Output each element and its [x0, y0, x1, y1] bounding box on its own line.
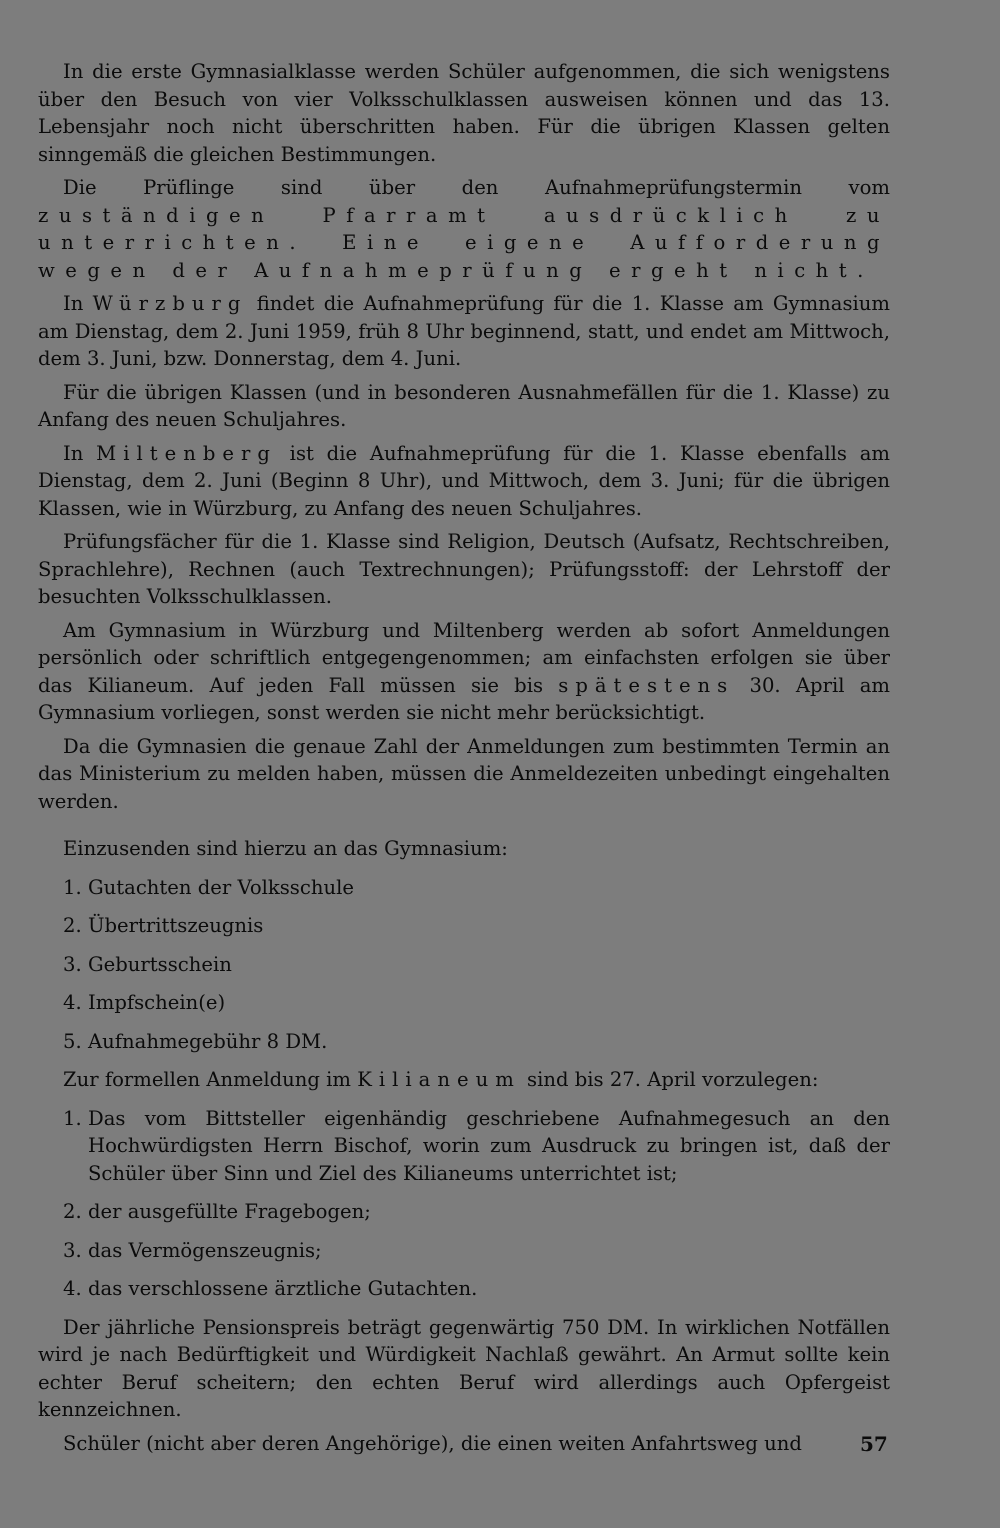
paragraph-notification [38, 174, 890, 284]
document-page [38, 58, 890, 1463]
paragraph-registration-text: Am Gymnasium in Würzburg und Miltenberg werden ab sofort Anmeldungen persönlich oder schriftlich entgegengenommen; am einfachsten erfolgen sie über das Kilianeum. Auf jeden Fall müssen sie bis [38, 618, 890, 697]
paragraph-registration [38, 617, 890, 727]
paragraph-wuerzburg-prefix: In [63, 292, 93, 315]
page-number: 57 [860, 1432, 888, 1456]
list-item-text: Übertrittszeugnis [88, 914, 264, 937]
list-item [38, 1198, 890, 1226]
list-item-text: Geburtsschein [88, 952, 232, 976]
list-item-text: Gutachten der Volksschule [88, 875, 354, 899]
paragraph-travel: Schüler (nicht aber deren Angehörige), die einen weiten Anfahrtsweg und [63, 1431, 802, 1455]
list-item-number: 1. [63, 875, 82, 899]
list-item-text: das verschlossene ärztliche Gutachten. [88, 1277, 478, 1300]
list-kilianeum-documents [38, 1105, 890, 1303]
paragraph-send-to-gymnasium: Einzusenden sind hierzu an das Gymnasium: [63, 837, 508, 860]
paragraph-wuerzburg-exam [38, 290, 890, 373]
list-item [38, 874, 890, 902]
list-item [38, 989, 890, 1017]
paragraph-registration-deadline: 30. April am Gymnasium vorliegen, sonst werden sie nicht mehr berücksichtigt. [38, 673, 890, 724]
paragraph-notification-emphasis: zuständigen Pfarramt ausdrücklich zu unterrichten. Eine eigene Aufforderung wegen der Aufnahmeprüfung ergeht nicht. [38, 203, 890, 282]
list-item-number: 4. [63, 991, 82, 1014]
list-item-number: 5. [63, 1029, 82, 1053]
paragraph-kilianeum-prefix: Zur formellen Anmeldung im [63, 1068, 358, 1091]
paragraph-other-classes: Für die übrigen Klassen (und in besonderen Ausnahmefällen für die 1. Klasse) zu Anfang des neuen Schuljahres. [38, 380, 890, 431]
list-item-number: 3. [63, 952, 82, 976]
list-item [38, 1275, 890, 1303]
list-item [38, 912, 890, 940]
paragraph-wuerzburg-text: findet die Aufnahmeprüfung für die 1. Klasse am Gymnasium am Dienstag, dem 2. Juni 1959, früh 8 Uhr beginnend, statt, und endet am Mittwoch, dem 3. Juni, bzw. Donnerstag, dem 4. Juni. [38, 292, 890, 370]
place-kilianeum: Kilianeum [357, 1068, 521, 1091]
list-item-text: der ausgefüllte Fragebogen; [88, 1200, 371, 1223]
paragraph-boarding-fee: Der jährliche Pensionspreis beträgt gegenwärtig 750 DM. In wirklichen Notfällen wird je nach Bedürftigkeit und Würdigkeit Nachlaß gewährt. An Armut sollte kein echter Beruf scheitern; den echten Beruf wird allerdings auch Opfergeist kennzeichnen. [38, 1315, 890, 1421]
list-item-text: Das vom Bittsteller eigenhändig geschriebene Aufnahmegesuch an den Hochwürdigsten Herrn Bischof, worin zum Ausdruck zu bringen ist, daß der Schüler über Sinn und Ziel des Kilianeums unterrichtet ist; [88, 1106, 890, 1185]
paragraph-miltenberg-exam [38, 440, 890, 523]
paragraph-miltenberg-text: ist die Aufnahmeprüfung für die 1. Klasse ebenfalls am Dienstag, dem 2. Juni (Beginn 8 Uhr), und Mittwoch, dem 3. Juni; für die übrigen Klassen, wie in Würzburg, zu Anfang des neuen Schuljahres. [38, 441, 890, 520]
list-item-number: 2. [63, 1200, 82, 1223]
list-item-number: 2. [63, 914, 82, 937]
list-item-number: 1. [63, 1106, 82, 1130]
paragraph-miltenberg-prefix: In [63, 441, 97, 465]
paragraph-kilianeum-text: sind bis 27. April vorzulegen: [520, 1068, 819, 1091]
place-wuerzburg: Würzburg [92, 292, 248, 315]
deadline-emphasis: spätestens [558, 673, 735, 697]
list-item-number: 3. [63, 1238, 82, 1262]
list-item [38, 1105, 890, 1188]
place-miltenberg: Miltenberg [96, 441, 277, 465]
list-item-text: Aufnahmegebühr 8 DM. [88, 1029, 328, 1053]
list-gymnasium-documents [38, 874, 890, 1056]
list-item [38, 1237, 890, 1265]
paragraph-kilianeum-registration [38, 1066, 890, 1094]
paragraph-notification-text: Die Prüflinge sind über den Aufnahmeprüfungstermin vom [63, 176, 890, 199]
paragraph-exam-subjects: Prüfungsfächer für die 1. Klasse sind Religion, Deutsch (Aufsatz, Rechtschreiben, Sprachlehre), Rechnen (auch Textrechnungen); Prüfungsstoff: der Lehrstoff der besuchten Volksschulklassen. [38, 530, 890, 608]
list-item [38, 1028, 890, 1056]
paragraph-admission-first-class: In die erste Gymnasialklasse werden Schüler aufgenommen, die sich wenigstens über den Besuch von vier Volksschulklassen ausweisen können und das 13. Lebensjahr noch nicht überschritten haben. Für die übrigen Klassen gelten sinngemäß die gleichen Bestimmungen. [38, 60, 890, 166]
list-item-text: Impfschein(e) [88, 991, 226, 1014]
list-item-text: das Vermögenszeugnis; [88, 1238, 322, 1262]
paragraph-deadlines: Da die Gymnasien die genaue Zahl der Anmeldungen zum bestimmten Termin an das Ministerium zu melden haben, müssen die Anmeldezeiten unbedingt eingehalten werden. [38, 734, 890, 813]
list-item [38, 951, 890, 979]
list-item-number: 4. [63, 1277, 82, 1300]
